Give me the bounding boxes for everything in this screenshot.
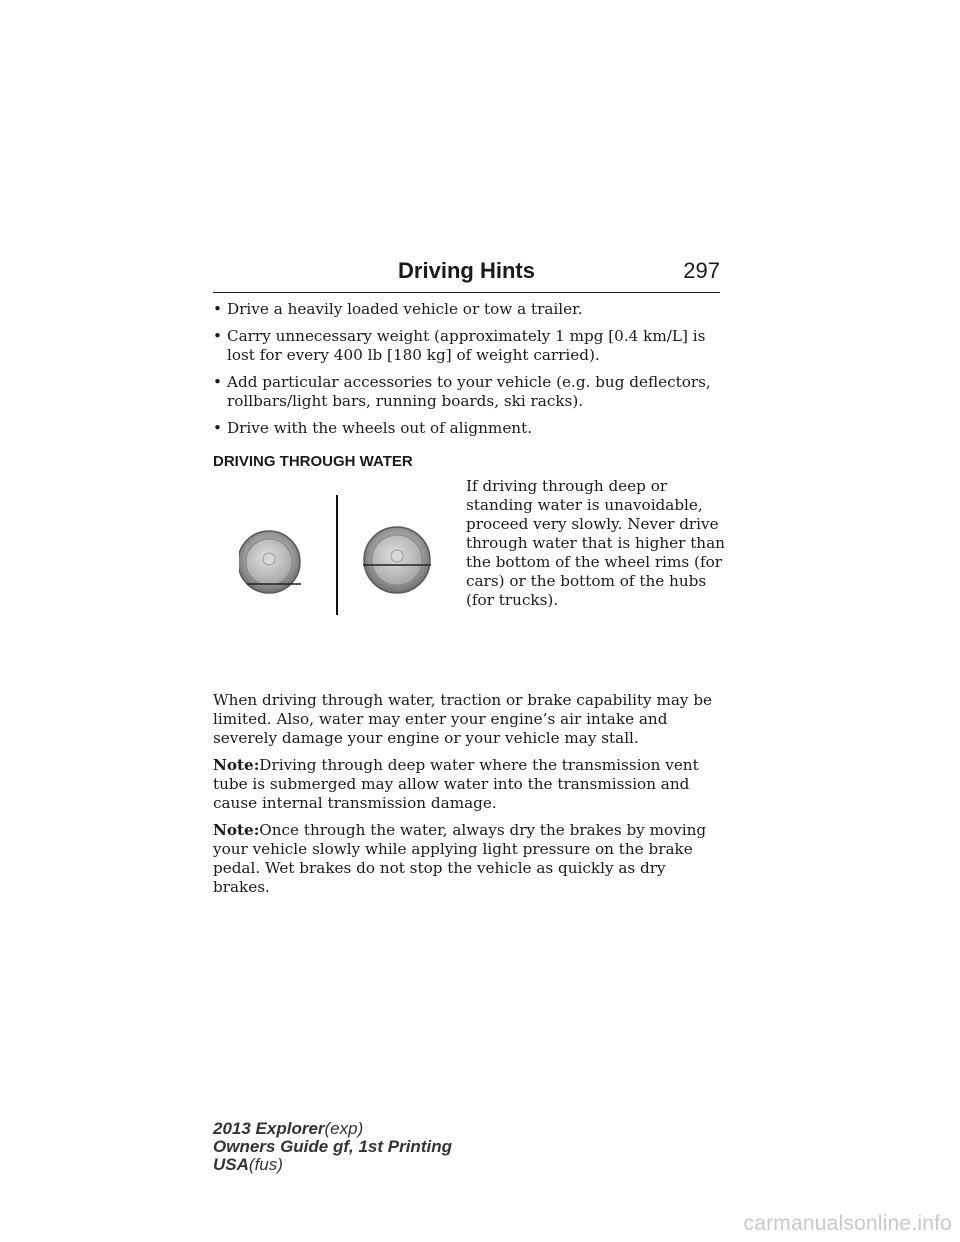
truck-wheel-icon <box>363 527 431 593</box>
wheel-water-level-illustration <box>239 495 439 655</box>
note-paragraph <box>213 756 723 813</box>
bullet-item <box>213 373 723 411</box>
site-watermark: carmanualsonline.info <box>743 1212 952 1235</box>
water-illustration-block <box>213 477 723 669</box>
section-title: Driving Hints <box>398 258 535 283</box>
page-number: 297 <box>683 258 720 283</box>
page-header <box>213 258 720 293</box>
bullet-text: Add particular accessories to your vehicle (e.g. bug deflectors, rollbars/light bars, running boards, ski racks). <box>227 373 711 410</box>
footer-line-model <box>213 1120 452 1138</box>
footer-line-market <box>213 1156 452 1174</box>
bullet-item <box>213 300 723 319</box>
note-label: Note: <box>213 821 260 839</box>
bullet-symbol: • <box>213 373 222 391</box>
bullet-item <box>213 419 723 438</box>
section-heading: DRIVING THROUGH WATER <box>213 453 413 470</box>
note-text: Driving through deep water where the transmission vent tube is submerged may allow water into the transmission and cause internal transmission damage. <box>213 756 699 812</box>
note-paragraph <box>213 821 723 897</box>
footer-model: 2013 Explorer <box>213 1119 325 1138</box>
bullet-text: Drive a heavily loaded vehicle or tow a trailer. <box>227 300 583 318</box>
car-wheel-icon <box>239 531 301 593</box>
bullet-item <box>213 327 723 365</box>
bullet-text: Carry unnecessary weight (approximately 1 mpg [0.4 km/L] is lost for every 400 lb [180 kg] of weight carried). <box>227 327 706 364</box>
bullet-symbol: • <box>213 327 222 345</box>
body-paragraph: When driving through water, traction or brake capability may be limited. Also, water may enter your engine’s air intake and severely damage your engine or your vehicle may stall. <box>213 691 713 747</box>
footer-market-code: (fus) <box>248 1155 283 1174</box>
document-footer <box>213 1120 452 1174</box>
wheel-diagram-icon <box>239 495 439 655</box>
bullet-symbol: • <box>213 419 222 437</box>
footer-printing: Owners Guide gf, 1st Printing <box>213 1137 452 1156</box>
footer-model-code: (exp) <box>324 1119 364 1138</box>
note-text: Once through the water, always dry the brakes by moving your vehicle slowly while applying light pressure on the brake pedal. Wet brakes do not stop the vehicle as quickly as dry brakes. <box>213 821 707 896</box>
bullet-text: Drive with the wheels out of alignment. <box>227 419 533 437</box>
water-depth-guidance: If driving through deep or standing water is unavoidable, proceed very slowly. Never drive through water that is higher than the bottom of the wheel rims (for cars) or the bottom of the hubs (for trucks). <box>466 477 725 609</box>
page-content <box>213 300 723 905</box>
note-label: Note: <box>213 756 260 774</box>
footer-market: USA <box>213 1155 249 1174</box>
bullet-symbol: • <box>213 300 222 318</box>
